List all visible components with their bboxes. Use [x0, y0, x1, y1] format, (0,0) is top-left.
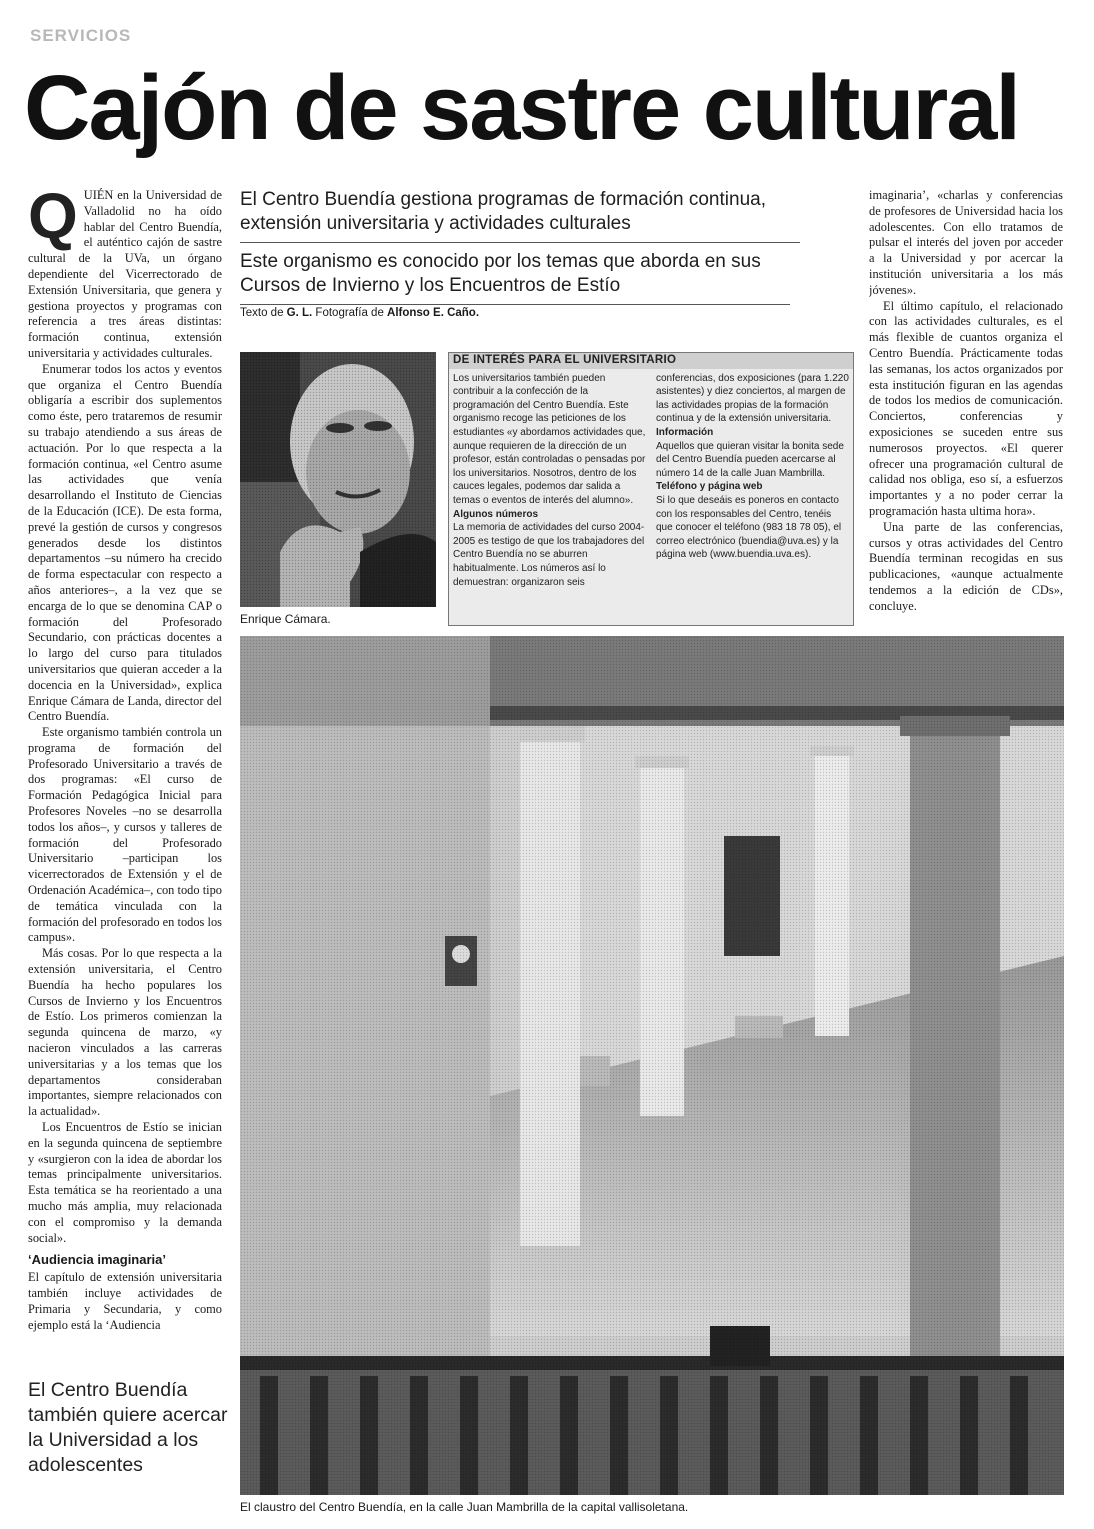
deck-line-2: Este organismo es conocido por los temas que aborda en sus Cursos de Invierno y los Encuentros de Estío — [240, 250, 790, 305]
info-box-title: DE INTERÉS PARA EL UNIVERSITARIO — [449, 353, 853, 369]
body-paragraph: Este organismo también controla un programa de formación del Profesorado Universitario a través de dos programas: «El curso de Formación Pedagógica Inicial para Profesores Noveles –no se desarrolla todos los años–, y cursos y talleres de formación del Profesorado Universitario –participan los vicerrectorados de Extensión y el de Ordenación Académica–, con todo tipo de temática vinculada con la formación del profesorado en todos los campus». — [28, 725, 222, 945]
left-column — [28, 188, 222, 1348]
info-paragraph: Los universitarios también pueden contribuir a la confección de la programación del Centro Buendía. Este organismo recoge las peticiones de los estudiantes «y abordamos actividades que, aunque requieren de la dirección de un profesor, están controladas o pensadas por los universitarios. Nosotros, dentro de los cauces legales, podemos dar salida a temas o eventos de interés del alumno». — [453, 372, 646, 506]
info-heading: Algunos números — [453, 508, 539, 520]
portrait-image — [240, 352, 436, 607]
info-paragraph: Si lo que deseáis es poneros en contacto con los responsables del Centro, tenéis que conocer el teléfono (983 18 78 05), el correo electrónico (buendia@uva.es) y la página web (www.buendia.uva.es). — [656, 494, 842, 561]
right-column — [869, 188, 1063, 628]
portrait-photo — [240, 352, 436, 607]
info-heading: Teléfono y página web — [656, 481, 763, 493]
body-paragraph: Los Encuentros de Estío se inician en la segunda quincena de septiembre y «surgieron con la idea de abordar los temas principalmente universitarios. Esta temática se ha reorientado a una mucho más amplia, muy relacionada con el compromiso y la demanda social». — [28, 1120, 222, 1245]
cloister-photo — [240, 636, 1064, 1495]
info-box-column — [453, 372, 646, 590]
body-paragraph: imaginaria’, «charlas y conferencias de profesores de Universidad hacia los adolescentes. Con ello tratamos de pulsar el interés del joven por acceder a la Universidad y por acercar la institución universitaria a los más jóvenes». — [869, 188, 1063, 297]
body-paragraph: El último capítulo, el relacionado con las actividades culturales, es el más flexible de cuantos organiza el Centro Buendía. Prácticamente todas las semanas, los actos organizados por esta institución figuran en las agendas de todos los medios de comunicación. Conciertos, conferencias y exposiciones se suceden entre sus numerosos proyectos. «El querer ofrecer una programación cultural de calidad nos obliga, eso sí, a esfuerzos importantes y a no poder cerrar la programación hasta ultima hora». — [869, 298, 1063, 518]
body-paragraph: El capítulo de extensión universitaria también incluye actividades de Primaria y Secundaria, y como ejemplo está la ‘Audiencia — [28, 1270, 222, 1332]
info-paragraph: conferencias, dos exposiciones (para 1.220 asistentes) y diez conciertos, al margen de las actividades propias de la formación continua y de la extensión universitaria. — [656, 372, 849, 425]
info-paragraph: La memoria de actividades del curso 2004-2005 es testigo de que los trabajadores del Centro Buendía no se aburren habitualmente. Los números así lo demuestran: organizaron seis — [453, 522, 645, 588]
body-paragraph: Enumerar todos los actos y eventos que organiza el Centro Buendía obligaría a escribir dos suplementos como éste, pero trataremos de resumir su trabajo atendiendo a sus áreas de actuación. Por lo que respecta a la formación continua, «el Centro asume las actividades que venía desarrollando el Instituto de Ciencias de la Educación (ICE). De esta forma, prevé la gestión de cursos y congresos generados desde los distintos departamentos –su número ha crecido de forma espectacular con respecto a años anteriores–, a la vez que se encarga de lo que se denomina CAP o formación del Profesorado Secundario, con prácticas docentes a lo largo del curso para titulados universitarios que quieran acceder a la docencia en la Universidad», explica Enrique Cámara de Landa, director del Centro Buendía. — [28, 361, 222, 724]
body-paragraph: Una parte de las conferencias, cursos y otras actividades del Centro Buendía terminan recogidas en sus publicaciones, «aunque actualmente tendemos a la edición de CDs», concluye. — [869, 519, 1063, 613]
section-label: SERVICIOS — [30, 26, 132, 45]
deck-line-1: El Centro Buendía gestiona programas de formación continua, extensión universitaria y actividades culturales — [240, 188, 800, 243]
drop-cap: Q — [28, 188, 78, 252]
info-paragraph: Aquellos que quieran visitar la bonita sede del Centro Buendía pueden acercarse al número 14 de la calle Juan Mambrilla. — [656, 440, 844, 479]
headline: Cajón de sastre cultural — [24, 57, 1019, 159]
body-paragraph: Más cosas. Por lo que respecta a la extensión universitaria, el Centro Buendía ha hecho populares los Cursos de Invierno y los Encuentros de Estío. Los primeros comienzan la segunda quincena de marzo, «y nacieron vinculados a las carreras universitarias y a los temas que los departamentos consideraban importantes, siempre relacionados con la actualidad». — [28, 946, 222, 1119]
portrait-caption: Enrique Cámara. — [240, 612, 331, 626]
body-paragraph: QUIÉN en la Universidad de Valladolid no ha oído hablar del Centro Buendía, el auténtico cajón de sastre cultural de la UVa, un órgano dependiente del Vicerrectorado de Extensión Universitaria, que genera y gestiona proyectos y programas con referencia a tres áreas distintas: formación continua, extensión universitaria y actividades culturales. — [28, 188, 222, 360]
cloister-image — [240, 636, 1064, 1495]
byline: Texto de G. L. Fotografía de Alfonso E. Caño. — [240, 307, 480, 319]
info-box — [448, 352, 854, 626]
subhead: ‘Audiencia imaginaria’ — [28, 1252, 166, 1268]
photo-caption: El claustro del Centro Buendía, en la calle Juan Mambrilla de la capital vallisoletana. — [240, 1500, 689, 1514]
pull-quote: El Centro Buendía también quiere acercar la Universidad a los adolescentes — [28, 1379, 228, 1476]
info-heading: Información — [656, 426, 714, 438]
info-box-column — [656, 372, 849, 590]
